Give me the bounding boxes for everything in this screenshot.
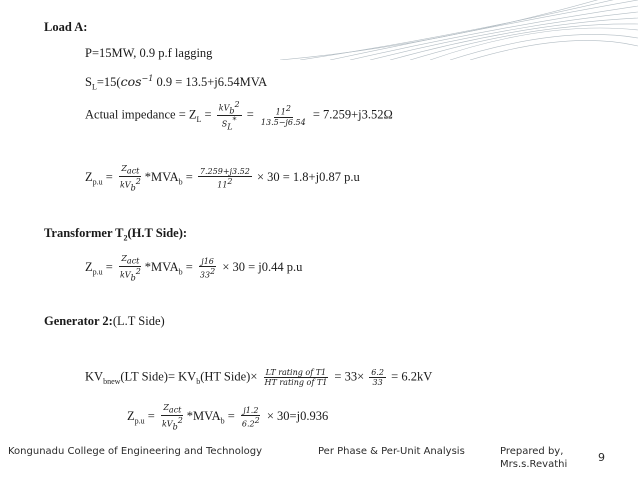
impedance-fraction-values: $\frac{11^2}{13.5-j6.54}$ bbox=[260, 104, 306, 128]
load-a-per-unit: $Z_{p.u}$ = $\frac{Z_{act}}{kV_b^2}$ $*MVA_b$ = $\frac{7.259+j3.52}{11^2}$ × 30 = 1.8+j0.87 p.u bbox=[85, 164, 360, 192]
impedance-fraction-formula: $\frac{kV_b^2}{S_L^*}$ bbox=[218, 100, 240, 132]
transformer-fraction: $\frac{j16}{33^2}$ bbox=[199, 256, 216, 280]
generator-fraction: $\frac{j1.2}{6.2^2}$ bbox=[241, 405, 260, 429]
load-a-per-unit-fraction: $\frac{7.259+j3.52}{11^2}$ bbox=[199, 166, 250, 190]
footer-college: Kongunadu College of Engineering and Technology bbox=[8, 446, 263, 457]
kv-ratio-fraction: $\frac{6.2}{33}$ bbox=[371, 368, 385, 387]
generator-per-unit: $Z_{p.u}$ = $\frac{Z_{act}}{kV_b^2}$ $*MVA_b$ = $\frac{j1.2}{6.2^2}$ × 30=j0.936 bbox=[127, 403, 329, 431]
footer-author: Mrs.s.Revathi bbox=[500, 459, 568, 470]
load-a-heading: Load A: bbox=[44, 20, 88, 34]
zact-fraction: $\frac{Z_{act}}{kV_b^2}$ bbox=[119, 164, 141, 192]
load-a-apparent-power: $S_L=15(\cos^{-1}$ 0.9 = 13.5+j6.54MVA bbox=[85, 74, 268, 92]
transformer-heading: Transformer $T_2(H.T$ Side): bbox=[44, 226, 188, 243]
footer-topic: Per Phase & Per-Unit Analysis bbox=[318, 446, 465, 457]
load-a-power-line: P=15MW, 0.9 p.f lagging bbox=[85, 46, 213, 60]
footer-prepared: Prepared by, bbox=[500, 446, 564, 457]
generator-kv-base: $KV_{bnew}(LT$ Side)= $KV_b(HT$ Side)× $\frac{\text{LT rating of T1}}{\text{HT rating of T1}}$ = 33× $\frac{6.2}{33}$ = 6.2kV bbox=[85, 368, 433, 387]
transformer-per-unit: $Z_{p.u}$ = $\frac{Z_{act}}{kV_b^2}$ $*MVA_b$ = $\frac{j16}{33^2}$ × 30 = j0.44 p.u bbox=[85, 254, 303, 282]
load-a-actual-impedance: Actual impedance = $Z_L$ = $\frac{kV_b^2}{S_L^*}$ = $\frac{11^2}{13.5-j6.54}$ = 7.259+j3.52Ω bbox=[85, 100, 393, 132]
generator-heading: Generator 2:(L.T Side) bbox=[44, 314, 165, 328]
rating-ratio-fraction: $\frac{\text{LT rating of T1}}{\text{HT rating of T1}}$ bbox=[264, 368, 328, 387]
page-number: 9 bbox=[598, 451, 605, 464]
